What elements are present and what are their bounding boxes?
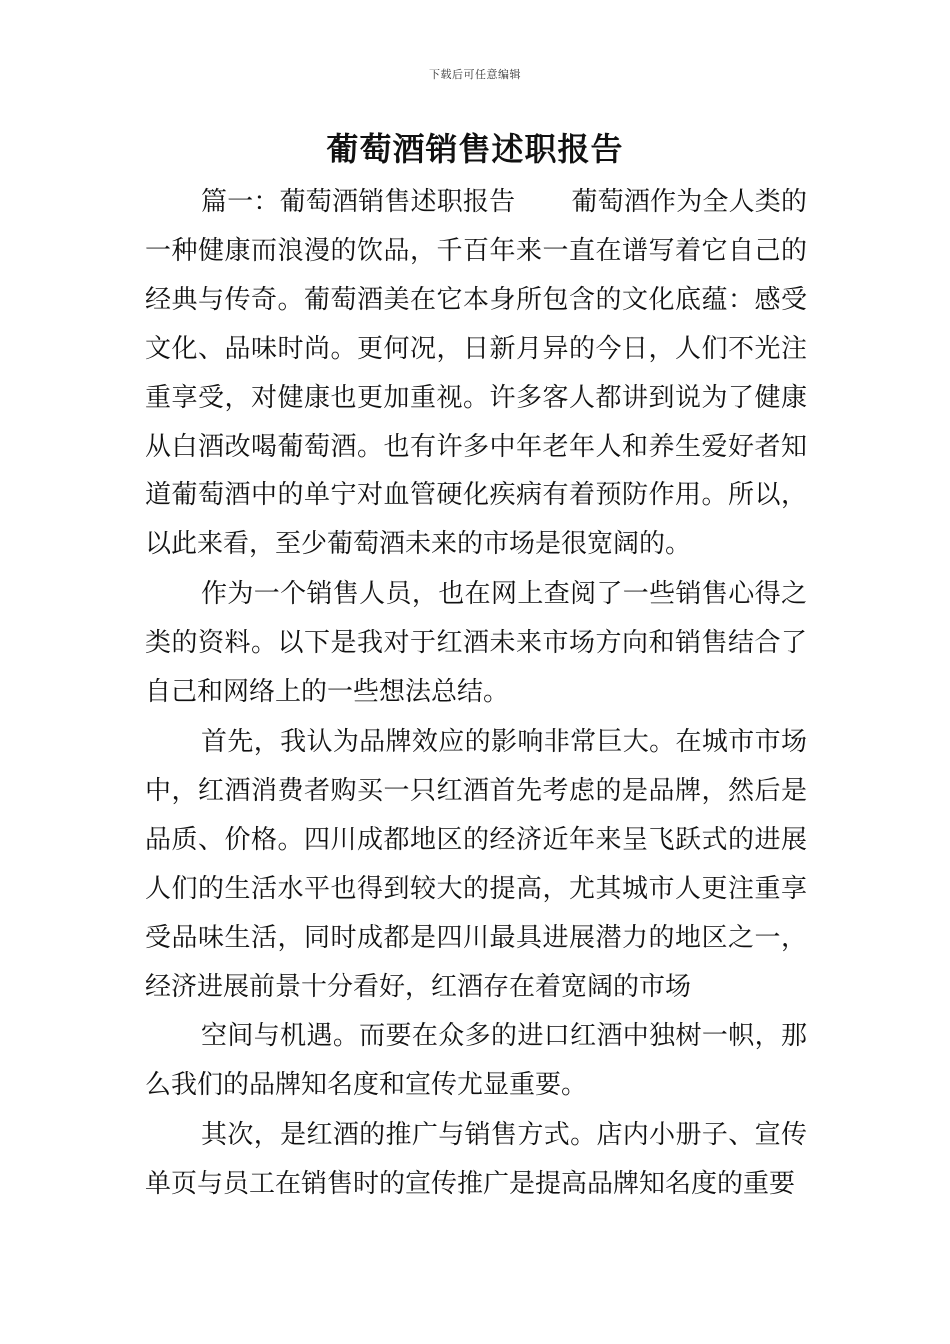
header-note: 下载后可任意编辑 — [429, 68, 521, 81]
paragraph-1-lead: 篇一：葡萄酒销售述职报告 — [201, 187, 516, 217]
paragraph-1-text: 葡萄酒作为全人类的一种健康而浪漫的饮品，千百年来一直在谱写着它自己的经典与传奇。葡萄酒美在它本身所包含的文化底蕴：感受文化、品味时尚。更何况，日新月异的今日，人们不光注重享受，对健康也更加重视。许多客人都讲到说为了健康从白酒改喝葡萄酒。也有许多中年老年人和养生爱好者知道葡萄酒中的单宁对血管硬化疾病有着预防作用。所以，以此来看，至少葡萄酒未来的市场是很宽阔的。 — [145, 187, 807, 560]
paragraph-1 — [145, 178, 807, 569]
paragraph-5: 其次，是红酒的推广与销售方式。店内小册子、宣传单页与员工在销售时的宣传推广是提高品牌知名度的重要 — [145, 1120, 807, 1200]
paragraph-4: 空间与机遇。而要在众多的进口红酒中独树一帜，那么我们的品牌知名度和宣传尤显重要。 — [145, 1021, 807, 1101]
paragraph-2: 作为一个销售人员，也在网上查阅了一些销售心得之类的资料。以下是我对于红酒未来市场方向和销售结合了自己和网络上的一些想法总结。 — [145, 579, 807, 708]
document-body — [145, 178, 807, 1210]
paragraph-3: 首先，我认为品牌效应的影响非常巨大。在城市市场中，红酒消费者购买一只红酒首先考虑的是品牌，然后是品质、价格。四川成都地区的经济近年来呈飞跃式的进展人们的生活水平也得到较大的提高，尤其城市人更注重享受品味生活，同时成都是四川最具进展潜力的地区之一，经济进展前景十分看好，红酒存在着宽阔的市场 — [145, 726, 807, 1002]
document-title: 葡萄酒销售述职报告 — [326, 130, 624, 168]
